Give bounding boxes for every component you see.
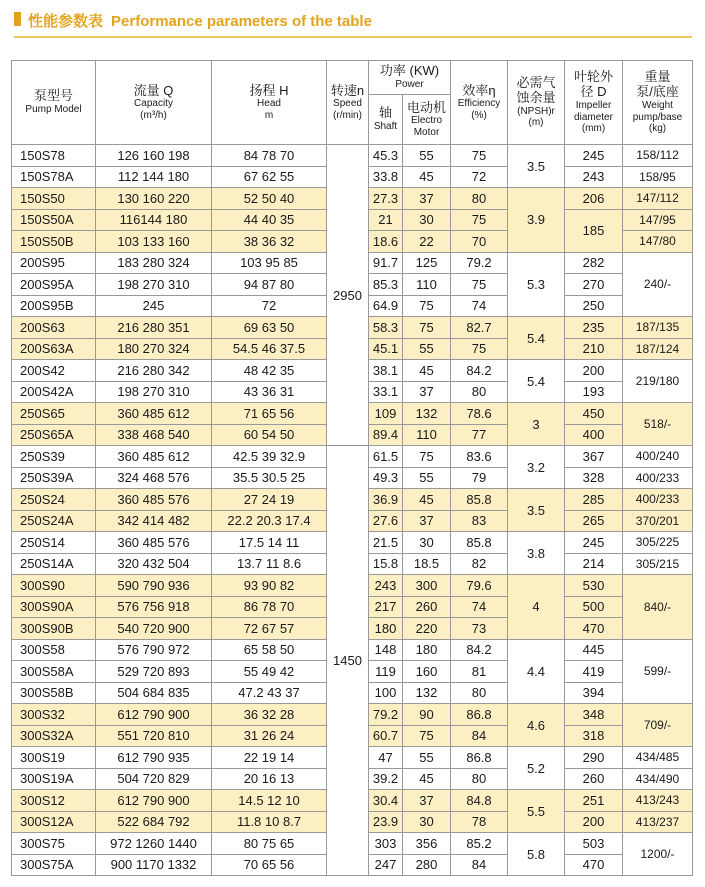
- impeller-cell: 250: [565, 295, 623, 317]
- capacity-cell: 972 1260 1440: [96, 833, 212, 855]
- motor-power-cell: 55: [403, 338, 451, 360]
- efficiency-cell: 80: [451, 381, 508, 403]
- npsh-cell: 3.5: [508, 145, 565, 188]
- impeller-cell: 290: [565, 747, 623, 769]
- motor-power-cell: 180: [403, 639, 451, 661]
- head-cell: 27 24 19: [212, 489, 327, 511]
- model-cell: 300S58: [12, 639, 96, 661]
- shaft-power-cell: 15.8: [369, 553, 403, 575]
- head-cell: 35.5 30.5 25: [212, 467, 327, 489]
- model-cell: 300S58A: [12, 661, 96, 683]
- head-cell: 84 78 70: [212, 145, 327, 167]
- weight-cell: 158/112: [623, 145, 693, 167]
- impeller-cell: 328: [565, 467, 623, 489]
- impeller-cell: 270: [565, 274, 623, 296]
- shaft-power-cell: 18.6: [369, 231, 403, 253]
- shaft-power-cell: 89.4: [369, 424, 403, 446]
- shaft-power-cell: 39.2: [369, 768, 403, 790]
- model-cell: 200S63A: [12, 338, 96, 360]
- efficiency-cell: 75: [451, 209, 508, 231]
- impeller-cell: 243: [565, 166, 623, 188]
- impeller-cell: 214: [565, 553, 623, 575]
- motor-power-cell: 75: [403, 317, 451, 339]
- shaft-power-cell: 247: [369, 854, 403, 876]
- capacity-cell: 551 720 810: [96, 725, 212, 747]
- npsh-cell: 4.4: [508, 639, 565, 704]
- weight-cell: 370/201: [623, 510, 693, 532]
- shaft-power-cell: 30.4: [369, 790, 403, 812]
- head-cell: 86 78 70: [212, 596, 327, 618]
- model-cell: 300S32A: [12, 725, 96, 747]
- head-cell: 13.7 11 8.6: [212, 553, 327, 575]
- weight-cell: 147/95: [623, 209, 693, 231]
- motor-power-cell: 55: [403, 467, 451, 489]
- motor-power-cell: 132: [403, 403, 451, 425]
- head-cell: 72: [212, 295, 327, 317]
- shaft-power-cell: 38.1: [369, 360, 403, 382]
- impeller-cell: 367: [565, 446, 623, 468]
- efficiency-cell: 75: [451, 274, 508, 296]
- col-header-power: 功率 (KW) Power: [369, 61, 451, 95]
- motor-power-cell: 45: [403, 166, 451, 188]
- weight-cell: 305/215: [623, 553, 693, 575]
- head-cell: 44 40 35: [212, 209, 327, 231]
- head-cell: 67 62 55: [212, 166, 327, 188]
- capacity-cell: 338 468 540: [96, 424, 212, 446]
- shaft-power-cell: 23.9: [369, 811, 403, 833]
- table-body: [12, 145, 693, 876]
- motor-power-cell: 110: [403, 424, 451, 446]
- efficiency-cell: 86.8: [451, 747, 508, 769]
- model-cell: 150S50B: [12, 231, 96, 253]
- weight-cell: 840/-: [623, 575, 693, 640]
- motor-power-cell: 30: [403, 532, 451, 554]
- impeller-cell: 193: [565, 381, 623, 403]
- efficiency-cell: 78: [451, 811, 508, 833]
- model-cell: 250S39: [12, 446, 96, 468]
- head-cell: 52 50 40: [212, 188, 327, 210]
- impeller-cell: 500: [565, 596, 623, 618]
- motor-power-cell: 132: [403, 682, 451, 704]
- head-cell: 71 65 56: [212, 403, 327, 425]
- head-cell: 47.2 43 37: [212, 682, 327, 704]
- model-cell: 250S65: [12, 403, 96, 425]
- weight-cell: 434/490: [623, 768, 693, 790]
- model-cell: 250S24A: [12, 510, 96, 532]
- capacity-cell: 130 160 220: [96, 188, 212, 210]
- shaft-power-cell: 243: [369, 575, 403, 597]
- capacity-cell: 112 144 180: [96, 166, 212, 188]
- efficiency-cell: 70: [451, 231, 508, 253]
- capacity-cell: 590 790 936: [96, 575, 212, 597]
- model-cell: 300S19: [12, 747, 96, 769]
- head-cell: 48 42 35: [212, 360, 327, 382]
- efficiency-cell: 82.7: [451, 317, 508, 339]
- shaft-power-cell: 21: [369, 209, 403, 231]
- impeller-cell: 348: [565, 704, 623, 726]
- page-header: [0, 0, 705, 44]
- npsh-cell: 3.9: [508, 188, 565, 253]
- capacity-cell: 360 485 612: [96, 446, 212, 468]
- motor-power-cell: 220: [403, 618, 451, 640]
- motor-power-cell: 45: [403, 360, 451, 382]
- efficiency-cell: 84.2: [451, 360, 508, 382]
- capacity-cell: 103 133 160: [96, 231, 212, 253]
- weight-cell: 240/-: [623, 252, 693, 317]
- efficiency-cell: 73: [451, 618, 508, 640]
- speed-cell: 1450: [327, 446, 369, 876]
- impeller-cell: 245: [565, 145, 623, 167]
- impeller-cell: 200: [565, 360, 623, 382]
- shaft-power-cell: 91.7: [369, 252, 403, 274]
- impeller-cell: 445: [565, 639, 623, 661]
- efficiency-cell: 80: [451, 768, 508, 790]
- shaft-power-cell: 100: [369, 682, 403, 704]
- shaft-power-cell: 180: [369, 618, 403, 640]
- model-cell: 200S95B: [12, 295, 96, 317]
- weight-cell: 187/124: [623, 338, 693, 360]
- head-cell: 22 19 14: [212, 747, 327, 769]
- efficiency-cell: 75: [451, 338, 508, 360]
- efficiency-cell: 85.2: [451, 833, 508, 855]
- efficiency-cell: 85.8: [451, 532, 508, 554]
- motor-power-cell: 90: [403, 704, 451, 726]
- weight-cell: 518/-: [623, 403, 693, 446]
- weight-cell: 400/233: [623, 467, 693, 489]
- weight-cell: 434/485: [623, 747, 693, 769]
- head-cell: 55 49 42: [212, 661, 327, 683]
- npsh-cell: 5.4: [508, 360, 565, 403]
- capacity-cell: 198 270 310: [96, 274, 212, 296]
- motor-power-cell: 75: [403, 446, 451, 468]
- model-cell: 300S12A: [12, 811, 96, 833]
- capacity-cell: 612 790 935: [96, 747, 212, 769]
- head-cell: 22.2 20.3 17.4: [212, 510, 327, 532]
- shaft-power-cell: 303: [369, 833, 403, 855]
- motor-power-cell: 37: [403, 188, 451, 210]
- shaft-power-cell: 58.3: [369, 317, 403, 339]
- impeller-cell: 285: [565, 489, 623, 511]
- model-cell: 250S14A: [12, 553, 96, 575]
- model-cell: 300S90: [12, 575, 96, 597]
- head-cell: 94 87 80: [212, 274, 327, 296]
- capacity-cell: 504 720 829: [96, 768, 212, 790]
- motor-power-cell: 22: [403, 231, 451, 253]
- npsh-cell: 5.3: [508, 252, 565, 317]
- head-cell: 31 26 24: [212, 725, 327, 747]
- shaft-power-cell: 109: [369, 403, 403, 425]
- capacity-cell: 612 790 900: [96, 704, 212, 726]
- model-cell: 300S12: [12, 790, 96, 812]
- capacity-cell: 540 720 900: [96, 618, 212, 640]
- efficiency-cell: 81: [451, 661, 508, 683]
- performance-table: [11, 60, 693, 876]
- col-header-efficiency: 效率η Efficiency (%): [451, 61, 508, 145]
- weight-cell: 158/95: [623, 166, 693, 188]
- capacity-cell: 360 485 576: [96, 532, 212, 554]
- efficiency-cell: 75: [451, 145, 508, 167]
- head-cell: 20 16 13: [212, 768, 327, 790]
- weight-cell: 147/80: [623, 231, 693, 253]
- motor-power-cell: 75: [403, 295, 451, 317]
- shaft-power-cell: 79.2: [369, 704, 403, 726]
- npsh-cell: 3.2: [508, 446, 565, 489]
- efficiency-cell: 74: [451, 295, 508, 317]
- impeller-cell: 503: [565, 833, 623, 855]
- capacity-cell: 360 485 612: [96, 403, 212, 425]
- npsh-cell: 4.6: [508, 704, 565, 747]
- shaft-power-cell: 64.9: [369, 295, 403, 317]
- motor-power-cell: 37: [403, 381, 451, 403]
- capacity-cell: 198 270 310: [96, 381, 212, 403]
- impeller-cell: 251: [565, 790, 623, 812]
- shaft-power-cell: 119: [369, 661, 403, 683]
- capacity-cell: 320 432 504: [96, 553, 212, 575]
- efficiency-cell: 84.8: [451, 790, 508, 812]
- head-cell: 11.8 10 8.7: [212, 811, 327, 833]
- capacity-cell: 504 684 835: [96, 682, 212, 704]
- shaft-power-cell: 36.9: [369, 489, 403, 511]
- model-cell: 300S90A: [12, 596, 96, 618]
- efficiency-cell: 79: [451, 467, 508, 489]
- motor-power-cell: 75: [403, 725, 451, 747]
- efficiency-cell: 79.2: [451, 252, 508, 274]
- shaft-power-cell: 33.1: [369, 381, 403, 403]
- col-header-weight: 重量 泵/底座 Weight pump/base (kg): [623, 61, 693, 145]
- motor-power-cell: 37: [403, 790, 451, 812]
- model-cell: 250S65A: [12, 424, 96, 446]
- head-cell: 17.5 14 11: [212, 532, 327, 554]
- title-zh: 性能参数表: [28, 13, 104, 30]
- head-cell: 54.5 46 37.5: [212, 338, 327, 360]
- motor-power-cell: 280: [403, 854, 451, 876]
- weight-cell: 219/180: [623, 360, 693, 403]
- col-header-shaft: 轴 Shaft: [369, 95, 403, 145]
- model-cell: 250S14: [12, 532, 96, 554]
- head-cell: 43 36 31: [212, 381, 327, 403]
- model-cell: 200S63: [12, 317, 96, 339]
- impeller-cell: 235: [565, 317, 623, 339]
- npsh-cell: 3: [508, 403, 565, 446]
- shaft-power-cell: 27.3: [369, 188, 403, 210]
- npsh-cell: 5.4: [508, 317, 565, 360]
- capacity-cell: 342 414 482: [96, 510, 212, 532]
- impeller-cell: 450: [565, 403, 623, 425]
- impeller-cell: 394: [565, 682, 623, 704]
- model-cell: 300S90B: [12, 618, 96, 640]
- head-cell: 38 36 32: [212, 231, 327, 253]
- col-header-speed: 转速n Speed (r/min): [327, 61, 369, 145]
- shaft-power-cell: 27.6: [369, 510, 403, 532]
- capacity-cell: 576 756 918: [96, 596, 212, 618]
- weight-cell: 147/112: [623, 188, 693, 210]
- model-cell: 200S95: [12, 252, 96, 274]
- impeller-cell: 419: [565, 661, 623, 683]
- model-cell: 300S32: [12, 704, 96, 726]
- model-cell: 150S50A: [12, 209, 96, 231]
- weight-cell: 305/225: [623, 532, 693, 554]
- efficiency-cell: 83: [451, 510, 508, 532]
- efficiency-cell: 82: [451, 553, 508, 575]
- impeller-cell: 470: [565, 854, 623, 876]
- npsh-cell: 3.5: [508, 489, 565, 532]
- impeller-cell: 206: [565, 188, 623, 210]
- capacity-cell: 360 485 576: [96, 489, 212, 511]
- impeller-cell: 318: [565, 725, 623, 747]
- head-cell: 14.5 12 10: [212, 790, 327, 812]
- capacity-cell: 126 160 198: [96, 145, 212, 167]
- efficiency-cell: 77: [451, 424, 508, 446]
- npsh-cell: 4: [508, 575, 565, 640]
- weight-cell: 709/-: [623, 704, 693, 747]
- motor-power-cell: 260: [403, 596, 451, 618]
- head-cell: 36 32 28: [212, 704, 327, 726]
- speed-cell: 2950: [327, 145, 369, 446]
- shaft-power-cell: 85.3: [369, 274, 403, 296]
- npsh-cell: 3.8: [508, 532, 565, 575]
- weight-cell: 1200/-: [623, 833, 693, 876]
- efficiency-cell: 84: [451, 725, 508, 747]
- weight-cell: 413/237: [623, 811, 693, 833]
- shaft-power-cell: 33.8: [369, 166, 403, 188]
- model-cell: 200S42A: [12, 381, 96, 403]
- shaft-power-cell: 60.7: [369, 725, 403, 747]
- model-cell: 300S19A: [12, 768, 96, 790]
- motor-power-cell: 160: [403, 661, 451, 683]
- table-row: [12, 446, 693, 468]
- efficiency-cell: 72: [451, 166, 508, 188]
- col-header-head: 扬程 H Head m: [212, 61, 327, 145]
- motor-power-cell: 300: [403, 575, 451, 597]
- model-cell: 300S58B: [12, 682, 96, 704]
- model-cell: 300S75: [12, 833, 96, 855]
- weight-cell: 400/240: [623, 446, 693, 468]
- model-cell: 150S78: [12, 145, 96, 167]
- table-row: [12, 145, 693, 167]
- motor-power-cell: 37: [403, 510, 451, 532]
- npsh-cell: 5.5: [508, 790, 565, 833]
- weight-cell: 413/243: [623, 790, 693, 812]
- motor-power-cell: 356: [403, 833, 451, 855]
- impeller-cell: 260: [565, 768, 623, 790]
- efficiency-cell: 83.6: [451, 446, 508, 468]
- motor-power-cell: 110: [403, 274, 451, 296]
- head-cell: 103 95 85: [212, 252, 327, 274]
- impeller-cell: 400: [565, 424, 623, 446]
- motor-power-cell: 55: [403, 747, 451, 769]
- col-header-impeller: 叶轮外 径 D Impeller diameter (mm): [565, 61, 623, 145]
- head-cell: 65 58 50: [212, 639, 327, 661]
- efficiency-cell: 84: [451, 854, 508, 876]
- model-cell: 200S95A: [12, 274, 96, 296]
- impeller-cell: 282: [565, 252, 623, 274]
- shaft-power-cell: 148: [369, 639, 403, 661]
- efficiency-cell: 84.2: [451, 639, 508, 661]
- model-cell: 150S78A: [12, 166, 96, 188]
- impeller-cell: 185: [565, 209, 623, 252]
- shaft-power-cell: 61.5: [369, 446, 403, 468]
- shaft-power-cell: 49.3: [369, 467, 403, 489]
- motor-power-cell: 18.5: [403, 553, 451, 575]
- head-cell: 70 65 56: [212, 854, 327, 876]
- title-en: Performance parameters of the table: [111, 13, 372, 30]
- efficiency-cell: 79.6: [451, 575, 508, 597]
- header-marker: [14, 12, 21, 26]
- capacity-cell: 180 270 324: [96, 338, 212, 360]
- motor-power-cell: 30: [403, 209, 451, 231]
- model-cell: 150S50: [12, 188, 96, 210]
- efficiency-cell: 78.6: [451, 403, 508, 425]
- col-header-model: 泵型号 Pump Model: [12, 61, 96, 145]
- motor-power-cell: 125: [403, 252, 451, 274]
- impeller-cell: 530: [565, 575, 623, 597]
- npsh-cell: 5.8: [508, 833, 565, 876]
- impeller-cell: 245: [565, 532, 623, 554]
- shaft-power-cell: 217: [369, 596, 403, 618]
- head-cell: 80 75 65: [212, 833, 327, 855]
- impeller-cell: 200: [565, 811, 623, 833]
- capacity-cell: 529 720 893: [96, 661, 212, 683]
- col-header-capacity: 流量 Q Capacity (m³/h): [96, 61, 212, 145]
- model-cell: 200S42: [12, 360, 96, 382]
- motor-power-cell: 55: [403, 145, 451, 167]
- head-cell: 72 67 57: [212, 618, 327, 640]
- impeller-cell: 210: [565, 338, 623, 360]
- weight-cell: 187/135: [623, 317, 693, 339]
- capacity-cell: 576 790 972: [96, 639, 212, 661]
- head-cell: 69 63 50: [212, 317, 327, 339]
- shaft-power-cell: 45.1: [369, 338, 403, 360]
- shaft-power-cell: 21.5: [369, 532, 403, 554]
- page-title: [28, 10, 372, 31]
- impeller-cell: 265: [565, 510, 623, 532]
- capacity-cell: 900 1170 1332: [96, 854, 212, 876]
- head-cell: 60 54 50: [212, 424, 327, 446]
- head-cell: 93 90 82: [212, 575, 327, 597]
- impeller-cell: 470: [565, 618, 623, 640]
- efficiency-cell: 86.8: [451, 704, 508, 726]
- header-rule: [14, 36, 692, 38]
- shaft-power-cell: 47: [369, 747, 403, 769]
- shaft-power-cell: 45.3: [369, 145, 403, 167]
- efficiency-cell: 80: [451, 188, 508, 210]
- head-cell: 42.5 39 32.9: [212, 446, 327, 468]
- model-cell: 300S75A: [12, 854, 96, 876]
- motor-power-cell: 45: [403, 768, 451, 790]
- capacity-cell: 245: [96, 295, 212, 317]
- efficiency-cell: 80: [451, 682, 508, 704]
- weight-cell: 599/-: [623, 639, 693, 704]
- capacity-cell: 324 468 576: [96, 467, 212, 489]
- weight-cell: 400/233: [623, 489, 693, 511]
- col-header-motor: 电动机 Electro Motor: [403, 95, 451, 145]
- model-cell: 250S24: [12, 489, 96, 511]
- col-header-npsh: 必需气 蚀余量 (NPSH)r (m): [508, 61, 565, 145]
- efficiency-cell: 85.8: [451, 489, 508, 511]
- capacity-cell: 183 280 324: [96, 252, 212, 274]
- capacity-cell: 612 790 900: [96, 790, 212, 812]
- capacity-cell: 216 280 342: [96, 360, 212, 382]
- capacity-cell: 216 280 351: [96, 317, 212, 339]
- npsh-cell: 5.2: [508, 747, 565, 790]
- capacity-cell: 116144 180: [96, 209, 212, 231]
- efficiency-cell: 74: [451, 596, 508, 618]
- motor-power-cell: 30: [403, 811, 451, 833]
- model-cell: 250S39A: [12, 467, 96, 489]
- motor-power-cell: 45: [403, 489, 451, 511]
- capacity-cell: 522 684 792: [96, 811, 212, 833]
